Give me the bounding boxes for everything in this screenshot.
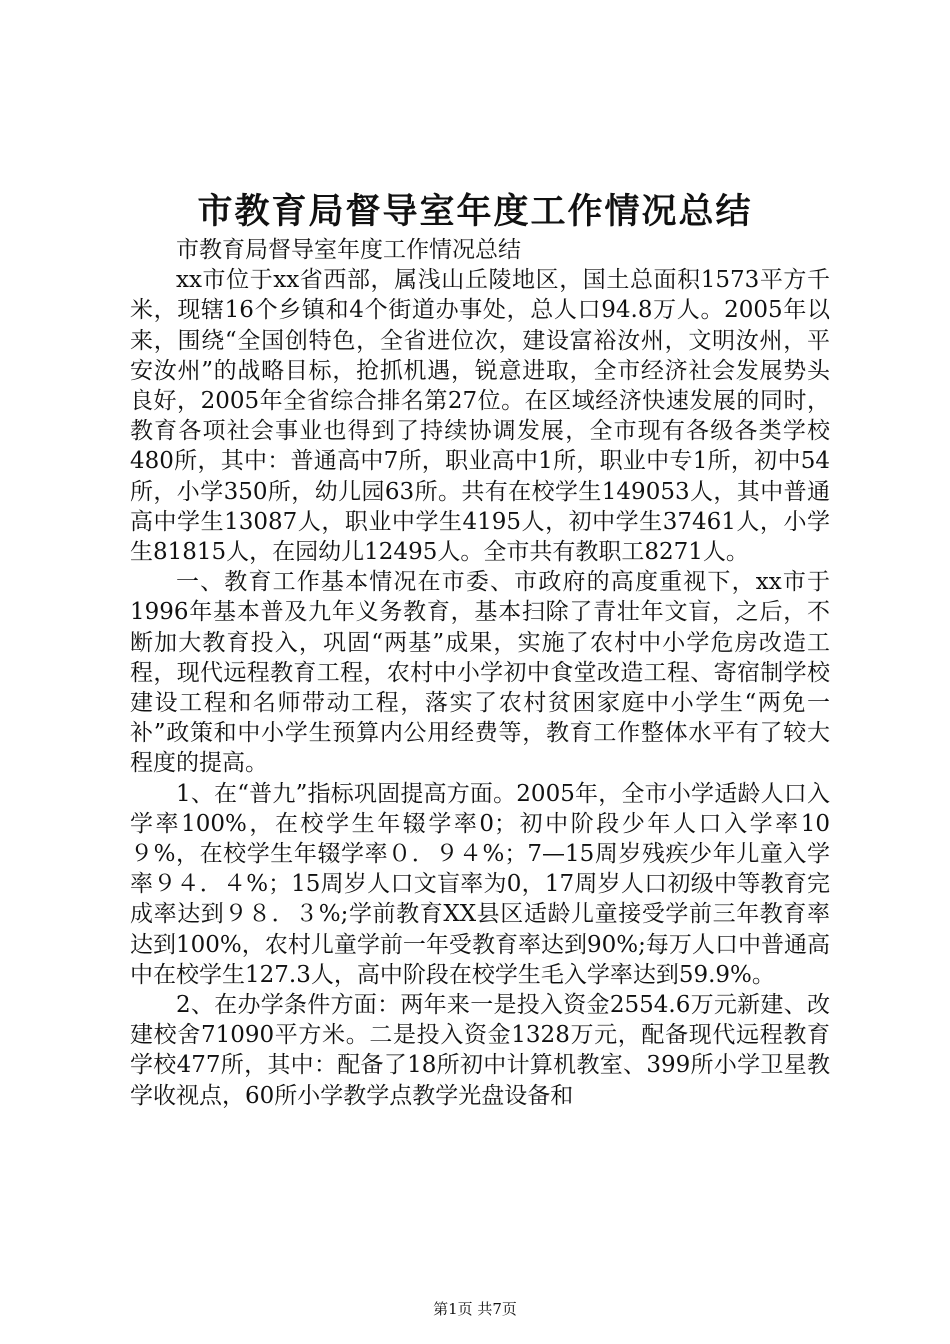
paragraph-item-one: 1、在“普九”指标巩固提高方面。2005年，全市小学适龄人口入学率100%，在校学生年辍学率0；初中阶段少年人口入学率10９%，在校学生年辍学率０．９４%；7—15周岁残疾少年儿童入学率９４．４%；15周岁人口文盲率为0，17周岁人口初级中等教育完成率达到９８．３%;学前教育XX县区适龄儿童接受学前三年教育率达到100%，农村儿童学前一年受教育率达到90%;每万人口中普通高中在校学生127.3人，高中阶段在校学生毛入学率达到59.9%。 <box>130 780 830 988</box>
paragraph-heading: 市教育局督导室年度工作情况总结 <box>176 237 521 263</box>
page-footer: 第1页 共7页 <box>433 1300 517 1318</box>
document-title: 市教育局督导室年度工作情况总结 <box>197 191 753 232</box>
document-body <box>130 235 830 1111</box>
paragraph-section-one: 一、教育工作基本情况在市委、市政府的高度重视下，xx市于1996年基本普及九年义务教育，基本扫除了青壮年文盲，之后，不断加大教育投入，巩固“两基”成果，实施了农村中小学危房改造工程，现代远程教育工程，农村中小学初中食堂改造工程、寄宿制学校建设工程和名师带动工程，落实了农村贫困家庭中小学生“两免一补”政策和中小学生预算内公用经费等，教育工作整体水平有了较大程度的提高。 <box>130 569 830 777</box>
paragraph-item-two: 2、在办学条件方面：两年来一是投入资金2554.6万元新建、改建校舍71090平方米。二是投入资金1328万元，配备现代远程教育学校477所，其中：配备了18所初中计算机教室、399所小学卫星教学收视点，60所小学教学点教学光盘设备和 <box>130 992 830 1109</box>
paragraph-overview: xx市位于xx省西部，属浅山丘陵地区，国土总面积1573平方千米，现辖16个乡镇和4个街道办事处，总人口94.8万人。2005年以来，围绕“全国创特色，全省进位次，建设富裕汝州，文明汝州，平安汝州”的战略目标，抢抓机遇，锐意进取，全市经济社会发展势头良好，2005年全省综合排名第27位。在区域经济快速发展的同时，教育各项社会事业也得到了持续协调发展，全市现有各级各类学校480所，其中：普通高中7所，职业高中1所，职业中专1所，初中54所，小学350所，幼儿园63所。共有在校学生149053人，其中普通高中学生13087人，职业中学生4195人，初中学生37461人，小学生81815人，在园幼儿12495人。全市共有教职工8271人。 <box>130 267 830 566</box>
